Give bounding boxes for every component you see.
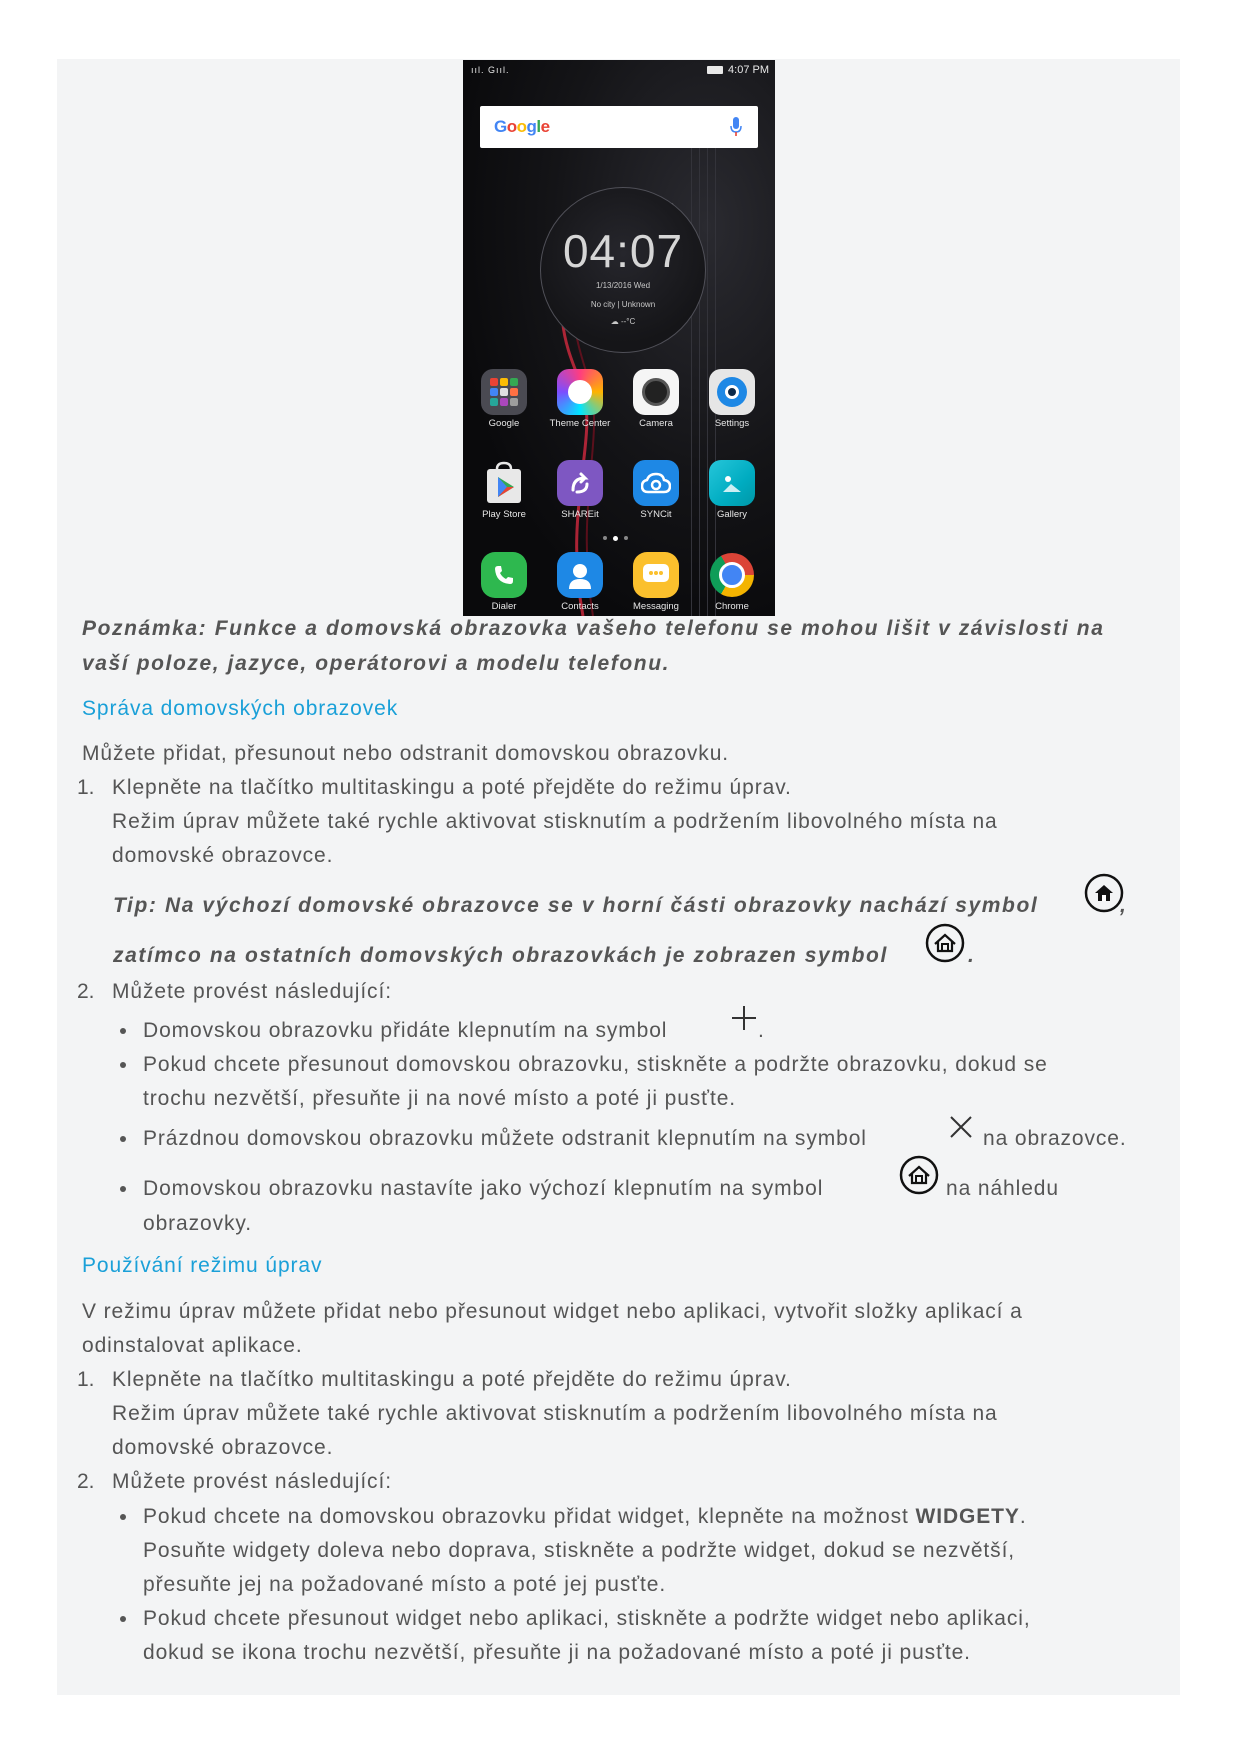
section1-step1-number: 1.	[77, 776, 95, 799]
widgets-option-label: WIDGETY	[915, 1505, 1020, 1528]
settings-icon	[709, 369, 755, 415]
section2-bullet1-line2: Posuňte widgety doleva nebo doprava, stiskněte a podržte widget, dokud se nezvětší,	[143, 1539, 1016, 1562]
theme-center-icon	[557, 369, 603, 415]
home-outline-icon	[898, 1154, 940, 1196]
section2-step1-line2: Režim úprav můžete také rychle aktivovat stisknutím a podržením libovolného místa na	[112, 1402, 998, 1425]
section2-intro-line1: V režimu úprav můžete přidat nebo přesunout widget nebo aplikaci, vytvořit složky aplikací a	[82, 1300, 1023, 1323]
app-shareit[interactable]: SHAREit	[542, 460, 618, 520]
bullet	[120, 1028, 126, 1034]
contacts-icon	[557, 552, 603, 598]
section1-step2-number: 2.	[77, 980, 95, 1003]
google-search-bar[interactable]	[480, 106, 758, 148]
messaging-icon	[633, 552, 679, 598]
section1-bullet1: Domovskou obrazovku přidáte klepnutím na symbol	[143, 1019, 668, 1042]
camera-icon	[633, 369, 679, 415]
status-bar	[463, 60, 775, 82]
play-store-icon	[481, 460, 527, 506]
close-icon	[948, 1114, 974, 1140]
battery-icon	[707, 66, 723, 74]
syncit-icon	[633, 460, 679, 506]
section2-bullet2-line1: Pokud chcete přesunout widget nebo aplikaci, stiskněte a podržte widget nebo aplikaci,	[143, 1607, 1031, 1630]
app-contacts[interactable]: Contacts	[542, 552, 618, 612]
section1-bullet3-end: na obrazovce.	[983, 1127, 1127, 1150]
google-logo: Google	[494, 117, 550, 136]
bullet	[120, 1616, 126, 1622]
section1-step1-line1: Klepněte na tlačítko multitaskingu a poté přejděte do režimu úprav.	[112, 776, 792, 799]
clock-time: 04:07	[562, 225, 684, 277]
phone-icon	[481, 552, 527, 598]
app-messaging[interactable]: Messaging	[618, 552, 694, 612]
note-line-2: vaší poloze, jazyce, operátorovi a modelu telefonu.	[82, 652, 671, 675]
bullet	[120, 1062, 126, 1068]
note-line-1: Poznámka: Funkce a domovská obrazovka vašeho telefonu se mohou lišit v závislosti na	[82, 617, 1105, 640]
section1-step1-line3: domovské obrazovce.	[112, 844, 334, 867]
section2-bullet2-line2: dokud se ikona trochu nezvětší, přesuňte ji na požadované místo a poté ji pusťte.	[143, 1641, 971, 1664]
shareit-icon	[557, 460, 603, 506]
app-syncit[interactable]: SYNCit	[618, 460, 694, 520]
app-theme-center[interactable]: Theme Center	[542, 369, 618, 429]
home-outline-icon	[924, 922, 966, 964]
clock-widget[interactable]	[540, 187, 706, 353]
gallery-icon	[709, 460, 755, 506]
status-time: 4:07 PM	[728, 64, 769, 76]
section1-bullet3: Prázdnou domovskou obrazovku můžete odstranit klepnutím na symbol	[143, 1127, 867, 1150]
app-google-folder[interactable]: Google	[466, 369, 542, 429]
tip-line-1: Tip: Na výchozí domovské obrazovce se v horní části obrazovky nachází symbol	[113, 894, 1039, 917]
mic-icon[interactable]	[730, 117, 742, 137]
section1-bullet4-end: na náhledu	[946, 1177, 1059, 1200]
signal-indicator: ııl. Gııl.	[471, 65, 510, 75]
page-indicator[interactable]	[603, 536, 628, 541]
tip-line-1-comma: ,	[1120, 894, 1128, 917]
tip-line-2-period: .	[968, 944, 976, 967]
app-camera[interactable]: Camera	[618, 369, 694, 429]
section1-step2: Můžete provést následující:	[112, 980, 392, 1003]
plus-icon	[730, 1004, 758, 1032]
section2-step2-number: 2.	[77, 1470, 95, 1493]
section1-step1-line2: Režim úprav můžete také rychle aktivovat stisknutím a podržením libovolného místa na	[112, 810, 998, 833]
section2-intro-line2: odinstalovat aplikace.	[82, 1334, 303, 1357]
section2-heading: Používání režimu úprav	[82, 1254, 323, 1277]
section2-bullet1-line3: přesuňte jej na požadované místo a poté jej pusťte.	[143, 1573, 667, 1596]
phone-home-screenshot	[463, 60, 775, 616]
section2-step1-line1: Klepněte na tlačítko multitaskingu a poté přejděte do režimu úprav.	[112, 1368, 792, 1391]
home-filled-icon	[1083, 872, 1125, 914]
clock-weather: ☁ --°C	[610, 317, 636, 326]
section1-heading: Správa domovských obrazovek	[82, 697, 399, 720]
section1-bullet2-line1: Pokud chcete přesunout domovskou obrazovku, stiskněte a podržte obrazovku, dokud se	[143, 1053, 1048, 1076]
bullet	[120, 1514, 126, 1520]
chrome-icon	[709, 552, 755, 598]
app-play-store[interactable]: Play Store	[466, 460, 542, 520]
app-dialer[interactable]: Dialer	[466, 552, 542, 612]
section2-step2: Můžete provést následující:	[112, 1470, 392, 1493]
section2-step1-line3: domovské obrazovce.	[112, 1436, 334, 1459]
section1-bullet2-line2: trochu nezvětší, přesuňte ji na nové místo a poté ji pusťte.	[143, 1087, 737, 1110]
clock-date: 1/13/2016 Wed	[595, 281, 651, 290]
section2-bullet1-line1: Pokud chcete na domovskou obrazovku přidat widget, klepněte na možnost WIDGETY.	[143, 1505, 1027, 1528]
section1-bullet4-line2: obrazovky.	[143, 1212, 252, 1235]
folder-icon	[481, 369, 527, 415]
bullet	[120, 1136, 126, 1142]
section1-bullet4: Domovskou obrazovku nastavíte jako výchozí klepnutím na symbol	[143, 1177, 824, 1200]
bullet	[120, 1186, 126, 1192]
section1-bullet1-period: .	[758, 1019, 765, 1042]
clock-location: No city | Unknown	[590, 300, 656, 309]
app-gallery[interactable]: Gallery	[694, 460, 770, 520]
app-chrome[interactable]: Chrome	[694, 552, 770, 612]
section2-step1-number: 1.	[77, 1368, 95, 1391]
app-settings[interactable]: Settings	[694, 369, 770, 429]
tip-line-2: zatímco na ostatních domovských obrazovkách je zobrazen symbol	[113, 944, 888, 967]
section1-intro: Můžete přidat, přesunout nebo odstranit domovskou obrazovku.	[82, 742, 730, 765]
